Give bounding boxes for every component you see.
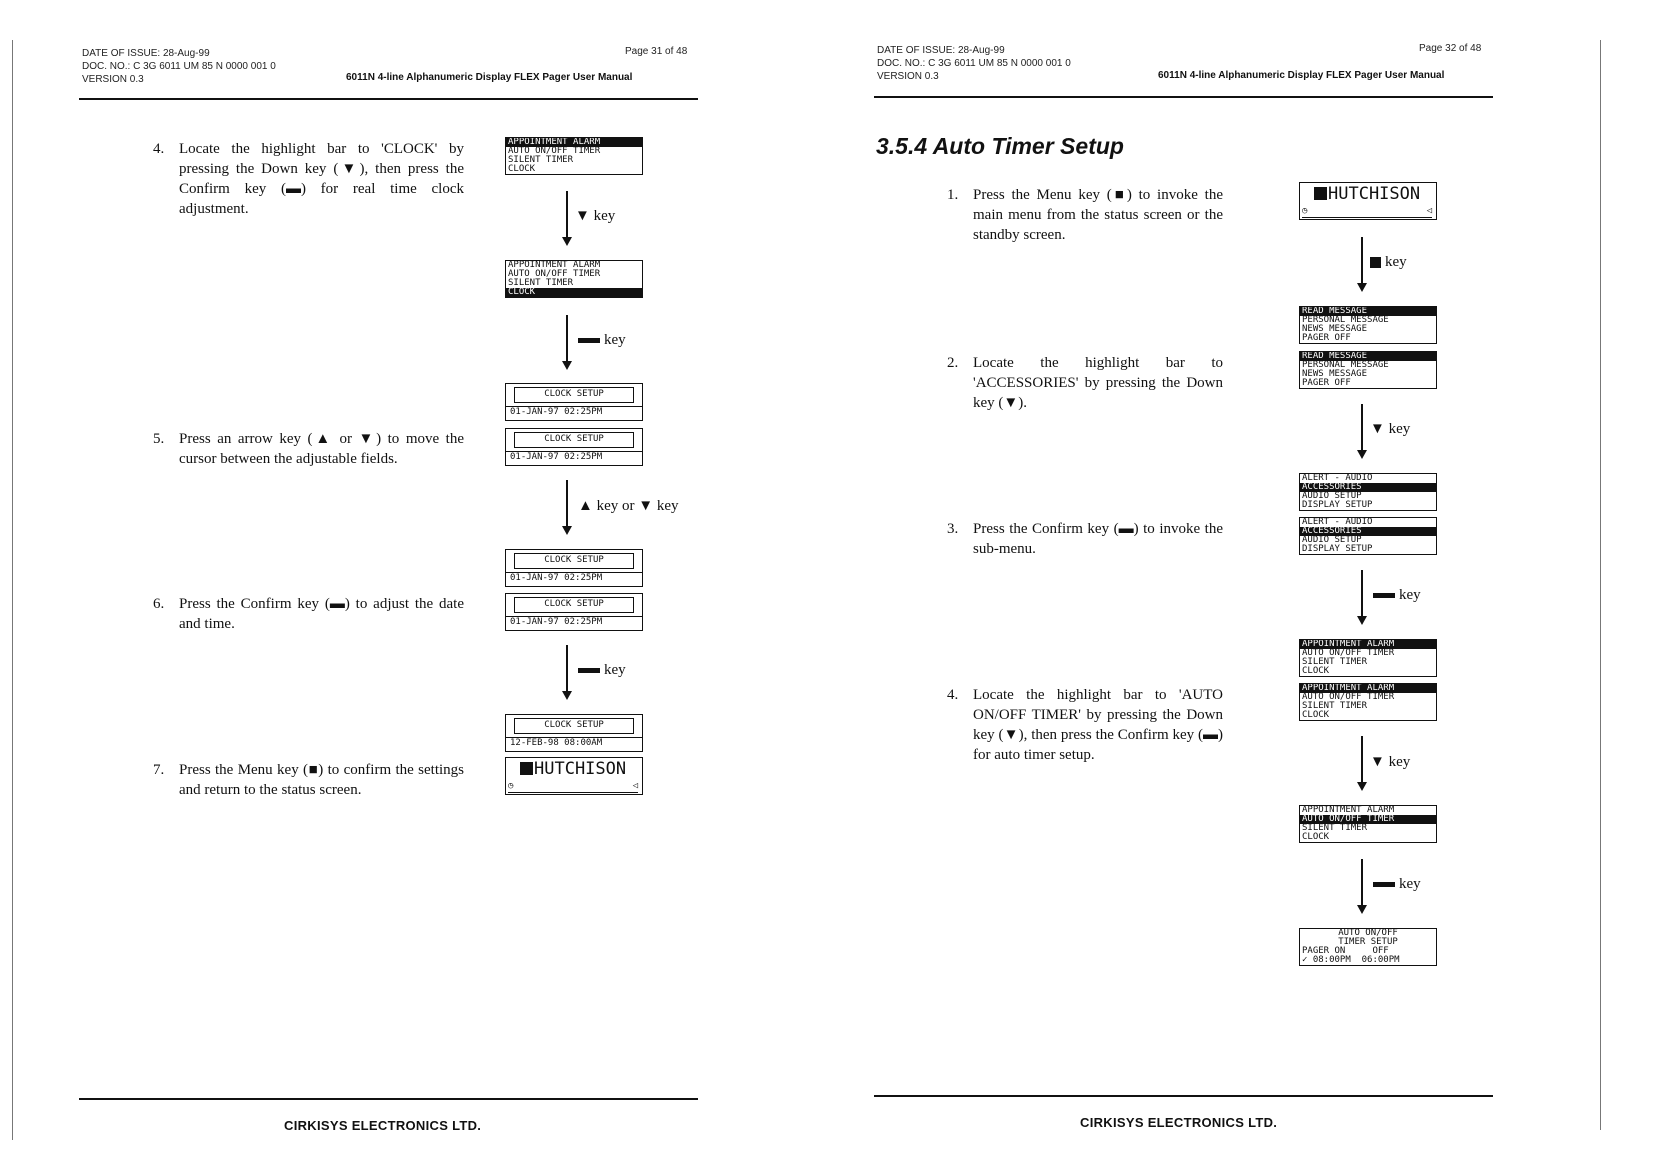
confirm-key-label [578,662,626,679]
flow-arrow-head [562,361,572,370]
down-arrow-icon: ▼ [1370,754,1385,770]
lcd-line: AUDIO SETUP [1302,535,1362,545]
down-arrow-icon: ▼ [638,498,654,514]
confirm-key-label [1373,587,1421,604]
lcd-clock-setup-1 [505,383,643,421]
lcd-clock-setup-3 [505,549,643,587]
lcd-clock-title: CLOCK SETUP [514,553,634,569]
key-text: key [1399,876,1421,892]
step-text: Locate the highlight bar to 'AUTO ON/OFF TIMER' by pressing the Down key (▼), then press the Confirm key (▬) for auto timer setup. [973,687,1223,763]
lcd-timer-setup [1299,928,1437,966]
lcd-line: SILENT TIMER [1302,823,1368,833]
step-number: 1. [947,187,959,203]
lcd-line: AUTO ON/OFF TIMER [1302,648,1395,658]
lcd-clock-title: CLOCK SETUP [514,597,634,613]
flow-arrow-head [1357,283,1367,292]
version: VERSION 0.3 [82,74,144,85]
clock-icon: ◷ [508,781,514,791]
step-number: 7. [153,762,165,778]
step-number: 5. [153,431,165,447]
confirm-key-icon [1373,593,1395,598]
flow-arrow-line [1361,237,1363,285]
lcd-line: CLOCK [1302,832,1330,842]
down-key-label [575,208,615,225]
lcd-line: PAGER OFF [1302,378,1351,388]
doc-number: DOC. NO.: C 3G 6011 UM 85 N 0000 001 0 [877,58,1071,69]
lcd-line: CLOCK [1302,666,1330,676]
step-text: Press the Confirm key (▬) to invoke the sub-menu. [973,521,1223,557]
lcd-line: PAGER ON OFF [1302,946,1389,956]
step-7 [153,760,464,800]
lcd-main-menu-1 [1299,306,1437,344]
lcd-clock-setup-5 [505,714,643,752]
step-2 [947,353,1223,413]
lcd-line: APPOINTMENT ALARM [1302,805,1395,815]
date-of-issue: DATE OF ISSUE: 28-Aug-99 [82,48,210,59]
step-4 [153,139,464,219]
key-text: key [1385,254,1407,270]
flow-arrow-head [562,691,572,700]
flow-arrow-head [1357,616,1367,625]
confirm-key-label [578,332,626,349]
lcd-accessories-menu-2 [1299,517,1437,555]
step-text: Locate the highlight bar to 'CLOCK' by pressing the Down key (▼), then press the Confirm key (▬) for real time clock adjustment. [179,141,464,217]
lcd-menu-1 [505,137,643,175]
right-page [828,0,1656,1174]
lcd-line: NEWS MESSAGE [1302,324,1368,334]
step-text: Press the Confirm key (▬) to adjust the date and time. [179,596,464,632]
key-text: key [593,208,616,224]
lcd-status-screen [1299,182,1437,220]
lcd-line: ALERT - AUDIO [1302,473,1373,483]
lcd-line: READ MESSAGE [1300,352,1436,361]
flow-arrow-line [1361,859,1363,907]
step-text: Press the Menu key (■) to invoke the main menu from the status screen or the standby screen. [973,187,1223,243]
lcd-status-screen [505,757,643,795]
footer-rule [79,1098,698,1100]
menu-key-icon [1370,257,1381,268]
flow-arrow-head [562,237,572,246]
scan-edge [12,40,13,1140]
step-number: 3. [947,521,959,537]
flow-arrow-line [566,315,568,363]
footer-rule [874,1095,1493,1097]
lcd-line: AUTO ON/OFF [1338,928,1398,938]
lcd-line: ACCESSORIES [1300,527,1436,536]
lcd-line: APPOINTMENT ALARM [1300,684,1436,693]
lcd-line: SILENT TIMER [1302,701,1368,711]
lcd-line: DISPLAY SETUP [1302,500,1373,510]
header-info [82,47,276,86]
lcd-line: APPOINTMENT ALARM [506,138,642,147]
down-arrow-icon: ▼ [1370,421,1385,437]
lcd-line: APPOINTMENT ALARM [508,260,601,270]
lcd-line: AUDIO SETUP [1302,491,1362,501]
step-number: 4. [947,687,959,703]
lcd-accessories-menu-1 [1299,473,1437,511]
version: VERSION 0.3 [877,71,939,82]
footer-company: CIRKISYS ELECTRONICS LTD. [1080,1115,1278,1130]
step-text: Press the Menu key (■) to confirm the settings and return to the status screen. [179,762,464,798]
date-of-issue: DATE OF ISSUE: 28-Aug-99 [877,45,1005,56]
header-info [877,44,1071,83]
flow-arrow-line [1361,404,1363,452]
key-text: key [604,662,626,678]
key-text: key [604,332,626,348]
step-text: Locate the highlight bar to 'ACCESSORIES' by pressing the Down key (▼). [973,355,1223,411]
lcd-main-menu-2 [1299,351,1437,389]
clock-icon: ◷ [1302,206,1308,216]
flow-arrow-head [1357,905,1367,914]
lcd-line: ✓ 08:00PM 06:00PM [1302,955,1400,965]
down-key-label [1370,754,1410,771]
flow-arrow-line [1361,570,1363,618]
key-text: key [1399,587,1421,603]
flow-arrow-line [1361,736,1363,784]
menu-key-label [1370,254,1407,271]
lcd-clock-datetime: 12-FEB-98 08:00AM [506,737,642,748]
up-arrow-icon: ▲ [578,498,593,514]
lcd-status-bar [1302,207,1432,218]
lcd-line: PERSONAL MESSAGE [1302,360,1389,370]
step-4 [947,685,1223,765]
lcd-status-text: HUTCHISON [534,759,627,779]
flow-arrow-head [562,526,572,535]
speaker-icon: ◁ [632,781,638,791]
lcd-line: CLOCK [508,164,536,174]
lcd-sub-menu-2 [1299,683,1437,721]
step-number: 4. [153,141,165,157]
menu-block-icon [1314,187,1327,200]
lcd-line: SILENT TIMER [508,155,574,165]
confirm-key-icon [1373,882,1395,887]
lcd-status-name [506,758,642,780]
confirm-key-icon [578,338,600,343]
manual-title: 6011N 4-line Alphanumeric Display FLEX Pager User Manual [1158,70,1445,81]
lcd-line: PAGER OFF [1302,333,1351,343]
step-number: 2. [947,355,959,371]
lcd-clock-setup-4 [505,593,643,631]
lcd-line: APPOINTMENT ALARM [1300,640,1436,649]
step-3 [947,519,1223,559]
lcd-line: TIMER SETUP [1338,937,1398,947]
lcd-line: READ MESSAGE [1300,307,1436,316]
lcd-line: PERSONAL MESSAGE [1302,315,1389,325]
lcd-line: NEWS MESSAGE [1302,369,1368,379]
lcd-clock-datetime: 01-JAN-97 02:25PM [506,406,642,417]
lcd-line: ACCESSORIES [1300,483,1436,492]
lcd-clock-title: CLOCK SETUP [514,387,634,403]
confirm-key-icon [578,668,600,673]
flow-arrow-head [1357,450,1367,459]
key-text: key [656,498,679,514]
lcd-line: CLOCK [1302,710,1330,720]
key-text: key [1388,421,1411,437]
flow-arrow-head [1357,782,1367,791]
step-5 [153,429,464,469]
lcd-clock-datetime: 01-JAN-97 02:25PM [506,572,642,583]
lcd-status-name [1300,183,1436,205]
key-text: key [1388,754,1411,770]
lcd-clock-setup-2 [505,428,643,466]
lcd-line: AUTO ON/OFF TIMER [508,146,601,156]
scan-edge [1600,40,1601,1130]
step-1 [947,185,1223,245]
key-text: key or [596,498,635,514]
lcd-line: SILENT TIMER [508,278,574,288]
down-arrow-icon: ▼ [575,208,590,224]
footer-company: CIRKISYS ELECTRONICS LTD. [284,1118,482,1133]
menu-block-icon [520,762,533,775]
manual-title: 6011N 4-line Alphanumeric Display FLEX Pager User Manual [346,72,633,83]
flow-arrow-line [566,480,568,528]
lcd-line: AUTO ON/OFF TIMER [1302,692,1395,702]
lcd-menu-2 [505,260,643,298]
step-6 [153,594,464,634]
step-number: 6. [153,596,165,612]
lcd-sub-menu-1 [1299,639,1437,677]
lcd-line: SILENT TIMER [1302,657,1368,667]
down-key-label [1370,421,1410,438]
flow-arrow-line [566,191,568,239]
header-rule [79,98,698,100]
lcd-clock-datetime: 01-JAN-97 02:25PM [506,616,642,627]
lcd-sub-menu-3 [1299,805,1437,843]
lcd-clock-datetime: 01-JAN-97 02:25PM [506,451,642,462]
step-text: Press an arrow key (▲ or ▼) to move the cursor between the adjustable fields. [179,431,464,467]
page-number: Page 31 of 48 [625,46,688,57]
lcd-clock-title: CLOCK SETUP [514,432,634,448]
lcd-status-text: HUTCHISON [1328,184,1421,204]
lcd-line: CLOCK [506,288,642,297]
speaker-icon: ◁ [1426,206,1432,216]
lcd-clock-title: CLOCK SETUP [514,718,634,734]
section-title: 3.5.4 Auto Timer Setup [876,133,1124,159]
arrow-key-label [578,498,679,515]
page-number: Page 32 of 48 [1419,43,1482,54]
flow-arrow-line [566,645,568,693]
lcd-line: AUTO ON/OFF TIMER [508,269,601,279]
lcd-status-bar [508,782,638,793]
lcd-line: ALERT - AUDIO [1302,517,1373,527]
doc-number: DOC. NO.: C 3G 6011 UM 85 N 0000 001 0 [82,61,276,72]
lcd-line: DISPLAY SETUP [1302,544,1373,554]
lcd-line: AUTO ON/OFF TIMER [1300,815,1436,824]
confirm-key-label [1373,876,1421,893]
header-rule [874,96,1493,98]
